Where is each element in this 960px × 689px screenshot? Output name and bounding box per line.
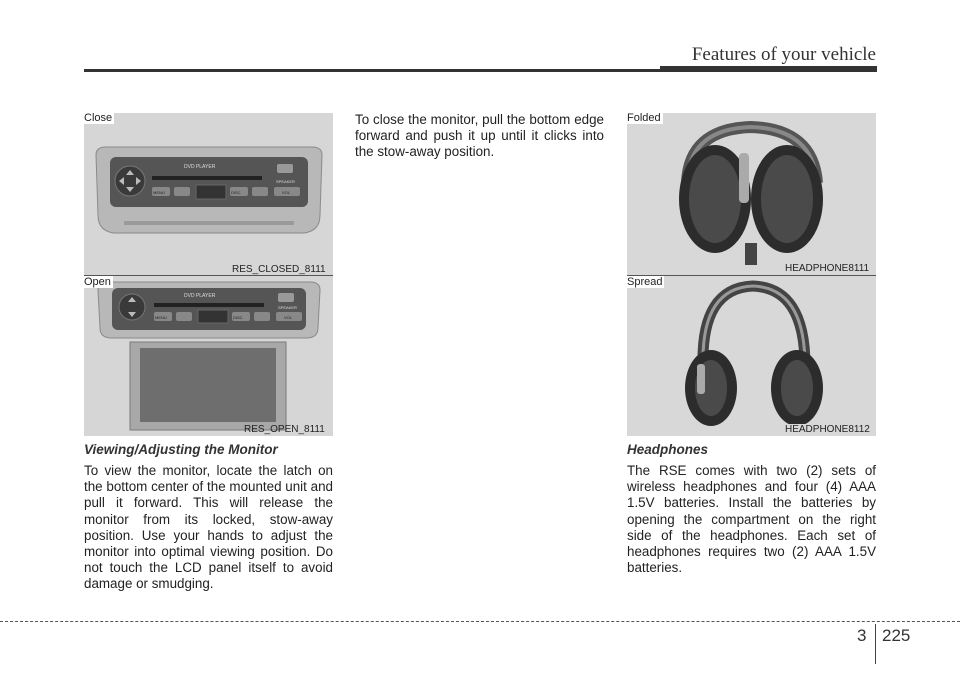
- header-rule-accent: [660, 66, 877, 72]
- figure-open-label: Open: [84, 276, 111, 288]
- figure-close-code: RES_CLOSED_8111: [232, 264, 326, 275]
- figure-folded-code: HEADPHONE8111: [785, 263, 870, 274]
- speaker-label: SPEAKER: [276, 179, 295, 184]
- figure-folded-label: Folded: [627, 112, 661, 124]
- vol-label: VOL: [284, 315, 293, 320]
- figure-folded: [627, 113, 876, 275]
- brand-label: DVD PLAYER: [184, 293, 216, 299]
- section-body-viewing: To view the monitor, locate the latch on the bottom center of the mounted unit and pull it forward. This will release the monitor from its locked, stow-away position. Use your hands to adjust the monitor into optimal viewing position. Do not touch the LCD panel itself to avoid damage or smudging.: [84, 463, 333, 592]
- disc-label: DISC: [233, 315, 243, 320]
- speaker-label: SPEAKER: [278, 305, 297, 310]
- chapter-number: 3: [857, 626, 867, 645]
- menu-label: MENU: [155, 315, 167, 320]
- dvd-player-closed-illustration: [84, 113, 333, 275]
- figure-spread-code: HEADPHONE8112: [785, 424, 870, 435]
- figure-open-code: RES_OPEN_8111: [244, 424, 325, 435]
- section-body-closing: To close the monitor, pull the bottom edge forward and push it up until it clicks into the stow-away position.: [355, 112, 604, 160]
- section-title-viewing: Viewing/Adjusting the Monitor: [84, 442, 278, 457]
- page-number-separator: [875, 624, 876, 664]
- running-header: Features of your vehicle: [691, 44, 876, 65]
- headphones-spread-illustration: [627, 276, 876, 436]
- disc-label: DISC: [231, 190, 241, 195]
- menu-label: MENU: [153, 190, 165, 195]
- figure-spread-label: Spread: [627, 276, 663, 288]
- figure-spread: [627, 276, 876, 436]
- brand-label: DVD PLAYER: [184, 164, 216, 170]
- dvd-player-open-illustration: [84, 276, 333, 436]
- footer-dashed-rule: [0, 621, 960, 622]
- section-title-headphones: Headphones: [627, 442, 709, 457]
- figure-open: [84, 276, 333, 436]
- headphones-folded-illustration: [627, 113, 876, 275]
- page-number: 225: [882, 626, 911, 645]
- vol-label: VOL: [282, 190, 291, 195]
- figure-close-label: Close: [84, 112, 113, 124]
- section-body-headphones: The RSE comes with two (2) sets of wireless headphones and four (4) AAA 1.5V batteries. Install the batteries by opening the compartment on the right side of the headphones. Each set of headphones requires two (2) AAA 1.5V batteries.: [627, 463, 876, 576]
- figure-close: [84, 113, 333, 275]
